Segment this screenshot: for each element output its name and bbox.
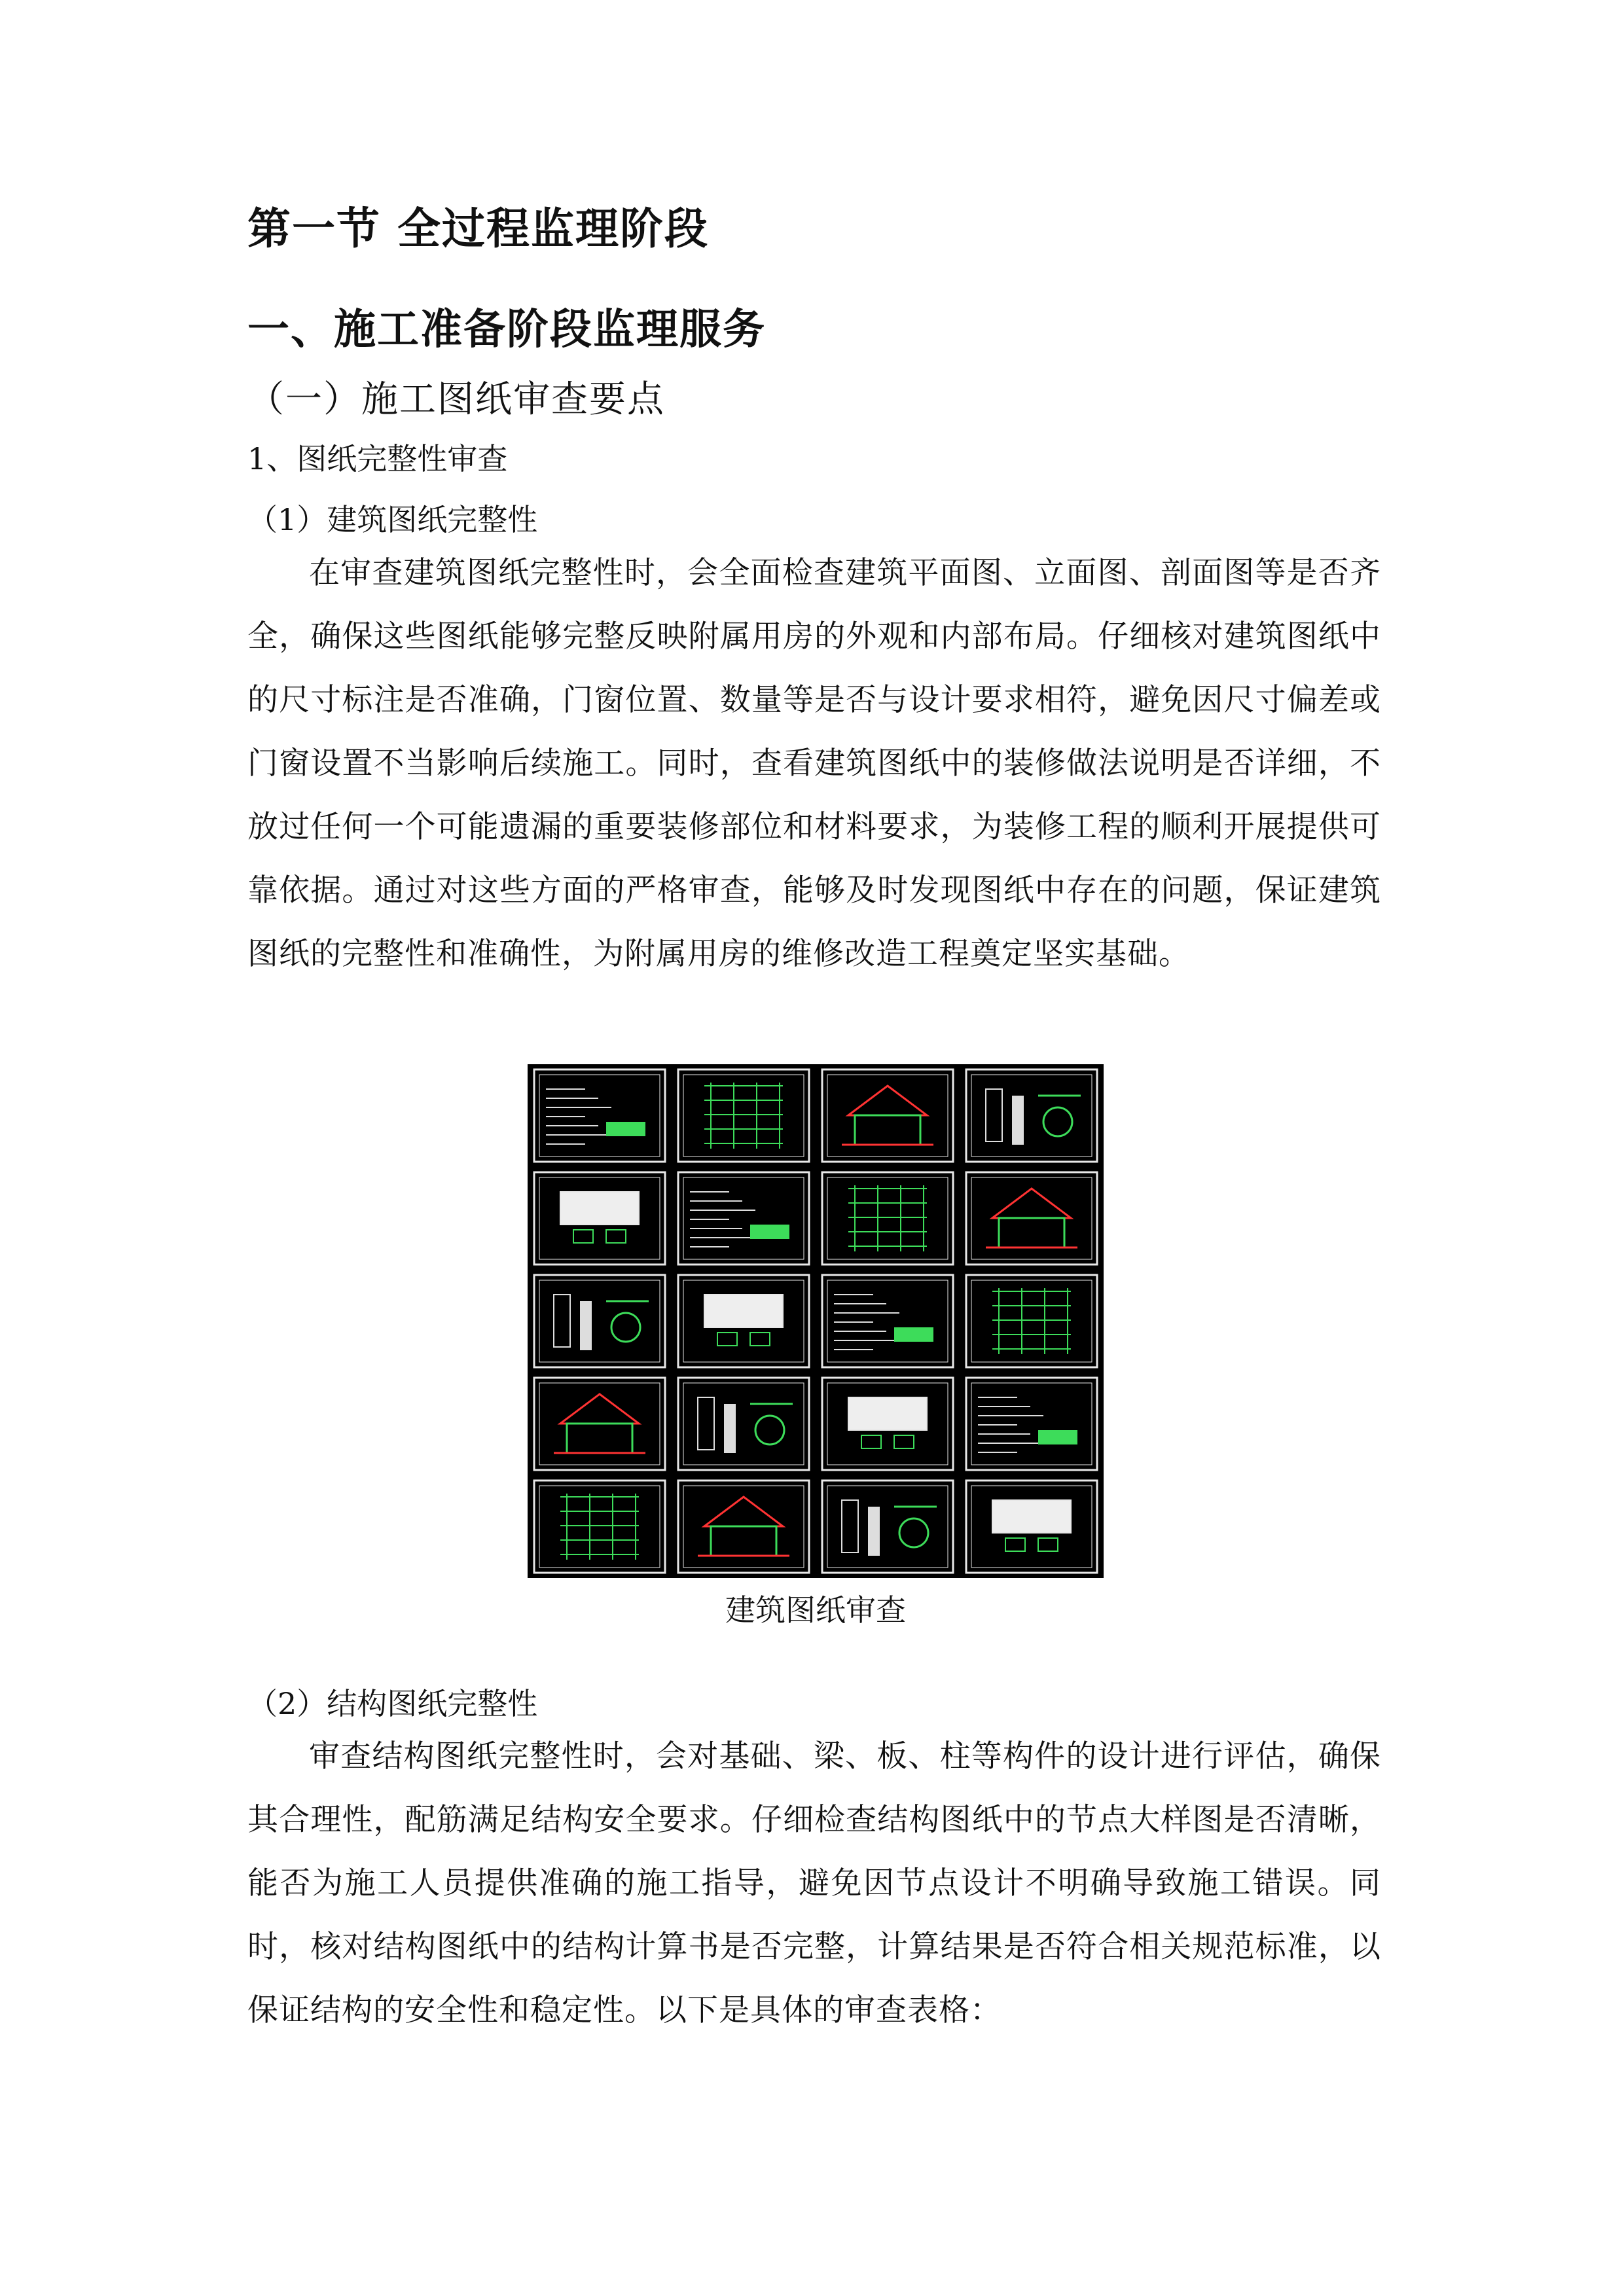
section-title: 第一节 全过程监理阶段 <box>247 204 709 254</box>
cad-sheet <box>822 1480 953 1573</box>
cad-sheet <box>534 1378 665 1470</box>
sub-title: （一）施工图纸审查要点 <box>247 378 665 421</box>
cad-sheet <box>534 1275 665 1367</box>
part2-paragraph: 审查结构图纸完整性时，会对基础、梁、板、柱等构件的设计进行评估，确保其合理性，配筋满足结构安全要求。仔细检查结构图纸中的节点大样图是否清晰，能否为施工人员提供准确的施工指导，避免因节点设计不明确导致施工错误。同时，核对结构图纸中的结构计算书是否完整，计算结果是否符合相关规范标准，以保证结构的安全性和稳定性。以下是具体的审查表格： <box>247 1738 1381 2028</box>
cad-sheet <box>966 1069 1097 1162</box>
cad-sheet <box>822 1275 953 1367</box>
part1-heading: （1）建筑图纸完整性 <box>247 502 538 537</box>
cad-sheet <box>534 1480 665 1573</box>
cad-sheet <box>678 1378 809 1470</box>
cad-sheet <box>678 1275 809 1367</box>
item-title: 1、图纸完整性审查 <box>247 441 508 476</box>
figure-caption: 建筑图纸审查 <box>725 1592 906 1628</box>
chapter-title: 一、施工准备阶段监理服务 <box>247 306 766 354</box>
cad-drawing-sheets-image <box>528 1064 1104 1578</box>
cad-sheet <box>966 1480 1097 1573</box>
part2-heading: （2）结构图纸完整性 <box>247 1686 538 1721</box>
cad-sheet <box>534 1172 665 1265</box>
cad-sheet <box>966 1378 1097 1470</box>
cad-sheet <box>534 1069 665 1162</box>
cad-drawings-figure <box>528 1064 1104 1578</box>
cad-sheet <box>822 1378 953 1470</box>
cad-sheet <box>678 1172 809 1265</box>
cad-sheet <box>822 1069 953 1162</box>
cad-sheet <box>966 1275 1097 1367</box>
cad-sheet <box>966 1172 1097 1265</box>
part1-paragraph: 在审查建筑图纸完整性时，会全面检查建筑平面图、立面图、剖面图等是否齐全，确保这些图纸能够完整反映附属用房的外观和内部布局。仔细核对建筑图纸中的尺寸标注是否准确，门窗位置、数量等是否与设计要求相符，避免因尺寸偏差或门窗设置不当影响后续施工。同时，查看建筑图纸中的装修做法说明是否详细，不放过任何一个可能遗漏的重要装修部位和材料要求，为装修工程的顺利开展提供可靠依据。通过对这些方面的严格审查，能够及时发现图纸中存在的问题，保证建筑图纸的完整性和准确性，为附属用房的维修改造工程奠定坚实基础。 <box>247 555 1381 972</box>
cad-sheet <box>678 1069 809 1162</box>
cad-sheet <box>678 1480 809 1573</box>
cad-sheet <box>822 1172 953 1265</box>
